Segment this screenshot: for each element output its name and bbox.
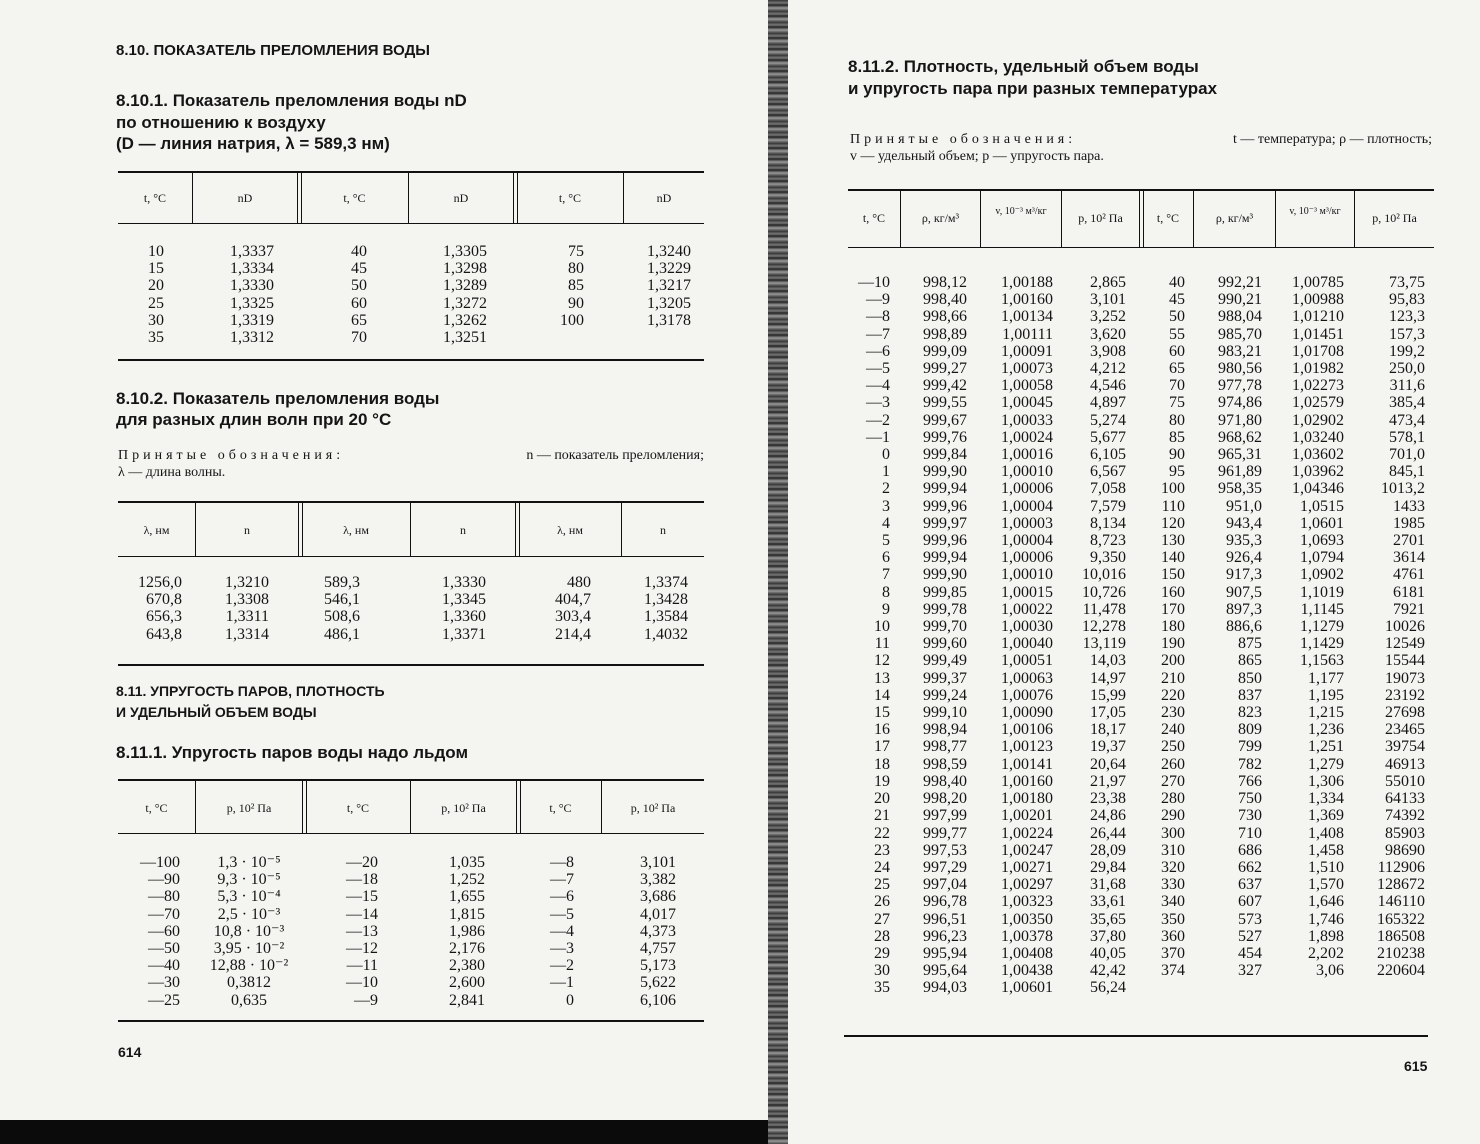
notation-line2: λ — длина волны. (118, 465, 226, 480)
column-header: p, 10² Па (630, 801, 676, 815)
data-column: 1,035 1,252 1,655 1,815 1,986 2,176 2,380 2,600 2,841 (449, 854, 485, 1009)
column-header: ρ, кг/м³ (1215, 211, 1254, 225)
notation-line1 (850, 131, 1432, 148)
notation-line2: v — удельный объем; p — упругость пара. (850, 149, 1104, 164)
data-column: 589,3 546,1 508,6 486,1 (324, 574, 360, 643)
table-8-10-1-title-line1: 8.10.1. Показатель преломления воды nD (116, 91, 467, 110)
column-divider (980, 191, 981, 247)
page-number: 615 (1404, 1058, 1428, 1074)
column-header: t, °C (1156, 211, 1180, 225)
data-column: 998,12 998,40 998,66 998,89 999,09 999,27 999,42 999,55 999,67 999,76 999,84 999,90 999,94 999,96 999,97 999,96 999,94 999,90 999,85 999,78 999,70 999,60 999,49 999,37 999,24 999,10 998,94 998,77 998,59 998,40 998,20 997,99 999,77 997,53 997,29 997,04 996,78 996,51 996,23 995,94 995,64 994,03 (923, 274, 967, 997)
notation-line1 (118, 447, 704, 464)
data-column: 1,3 · 10⁻⁵ 9,3 · 10⁻⁵ 5,3 · 10⁻⁴ 2,5 · 10⁻³ 10,8 · 10⁻³ 3,95 · 10⁻² 12,88 · 10⁻² 0,3812 0,635 (209, 854, 289, 1009)
data-column: 1,3337 1,3334 1,3330 1,3325 1,3319 1,3312 (230, 243, 274, 347)
column-divider (1275, 191, 1276, 247)
data-column: —20 —18 —15 —14 —13 —12 —11 —10 —9 (346, 854, 378, 1009)
table-8-10-2-title-line1: 8.10.2. Показатель преломления воды (116, 389, 440, 408)
column-header: p, 10² Па (441, 801, 486, 815)
data-column: 1256,0 670,8 656,3 643,8 (138, 574, 182, 643)
column-header: p, 10² Па (1372, 211, 1417, 225)
data-column: 1,3240 1,3229 1,3217 1,3205 1,3178 (647, 243, 691, 329)
data-column: 1,3330 1,3345 1,3360 1,3371 (442, 574, 486, 643)
section-heading-8-10: 8.10. ПОКАЗАТЕЛЬ ПРЕЛОМЛЕНИЯ ВОДЫ (116, 42, 430, 59)
column-header: p, 10² Па (1078, 211, 1123, 225)
column-header: nD (237, 191, 253, 205)
column-header: t, °C (143, 191, 167, 205)
data-column: 480 404,7 303,4 214,4 (555, 574, 591, 643)
table-rule (118, 501, 704, 503)
column-header: t, °C (343, 191, 366, 205)
column-header: n (660, 523, 666, 537)
column-header: n (244, 523, 250, 537)
column-header: v, 10⁻³ м³/кг (995, 206, 1047, 217)
table-rule (848, 247, 1434, 248)
table-rule (118, 779, 704, 781)
data-column: 40 45 50 60 65 70 (351, 243, 367, 347)
data-column: 1,3374 1,3428 1,3584 1,4032 (644, 574, 688, 643)
table-rule (118, 556, 704, 557)
data-column: 3,101 3,382 3,686 4,017 4,373 4,757 5,173 5,622 6,106 (640, 854, 676, 1009)
data-column: 1,00785 1,00988 1,01210 1,01451 1,01708 1,01982 1,02273 1,02579 1,02902 1,03240 1,03602 1,03962 1,04346 1,0515 1,0601 1,0693 1,0794 1,0902 1,1019 1,1145 1,1279 1,1429 1,1563 1,177 1,195 1,215 1,236 1,251 1,279 1,306 1,334 1,369 1,408 1,458 1,510 1,570 1,646 1,746 1,898 2,202 3,06 (1292, 274, 1344, 980)
notation-label: Принятые обозначения: (850, 132, 1077, 147)
data-column: —8 —7 —6 —5 —4 —3 —2 —1 0 (550, 854, 574, 1009)
data-column: —10 —9 —8 —7 —6 —5 —4 —3 —2 —1 0 1 2 3 4 5 6 7 8 9 10 11 12 13 14 15 16 17 18 19 20 21 22 23 24 25 26 27 28 29 30 35 (858, 274, 890, 997)
table-8-11-2-title-line1: 8.11.2. Плотность, удельный объем воды (848, 57, 1199, 76)
book-gutter (768, 0, 788, 1144)
data-column: 2,865 3,101 3,252 3,620 3,908 4,212 4,546 4,897 5,274 5,677 6,105 6,567 7,058 7,579 8,134 8,723 9,350 10,016 10,726 11,478 12,278 13,119 14,03 14,97 15,99 17,05 18,17 19,37 20,64 21,97 23,38 24,86 26,44 28,09 29,84 31,68 33,61 35,65 37,80 40,05 42,42 56,24 (1082, 274, 1126, 997)
right-page (788, 0, 1480, 1144)
data-column: 1,00188 1,00160 1,00134 1,00111 1,00091 1,00073 1,00058 1,00045 1,00033 1,00024 1,00016 1,00010 1,00006 1,00004 1,00003 1,00004 1,00006 1,00010 1,00015 1,00022 1,00030 1,00040 1,00051 1,00063 1,00076 1,00090 1,00106 1,00123 1,00141 1,00160 1,00180 1,00201 1,00224 1,00247 1,00271 1,00297 1,00323 1,00350 1,00378 1,00408 1,00438 1,00601 (1001, 274, 1053, 997)
column-header: t, °C (558, 191, 582, 205)
table-8-11-1-title: 8.11.1. Упругость паров воды надо льдом (116, 743, 469, 762)
table-8-10-1-title-line2: по отношению к воздуху (116, 113, 326, 132)
table-rule (118, 171, 704, 173)
data-column: 40 45 50 55 60 65 70 75 80 85 90 95 100 110 120 130 140 150 160 170 180 190 200 210 220 230 240 250 260 270 280 290 300 310 320 330 340 350 360 370 374 (1161, 274, 1185, 980)
column-header: ρ, кг/м³ (921, 211, 960, 225)
table-rule (844, 1035, 1428, 1037)
table-rule (118, 359, 704, 361)
column-header: p, 10² Па (226, 801, 272, 815)
column-header: nD (656, 191, 672, 205)
section-heading-8-11-line2: И УДЕЛЬНЫЙ ОБЪЕМ ВОДЫ (116, 704, 317, 720)
table-8-10-1-title-line3: (D — линия натрия, λ = 589,3 нм) (116, 134, 390, 153)
column-header: λ, нм (343, 523, 369, 537)
data-column: 73,75 95,83 123,3 157,3 199,2 250,0 311,6 385,4 473,4 578,1 701,0 845,1 1013,2 1433 1985 2701 3614 4761 6181 7921 10026 12549 15544 19073 23192 27698 23465 39754 46913 55010 64133 74392 85903 98690 112906 128672 146110 165322 186508 210238 220604 (1377, 274, 1425, 980)
data-column: 75 80 85 90 100 (560, 243, 584, 329)
table-8-11-2-title-line2: и упругость пара при разных температурах (848, 79, 1218, 98)
column-header: λ, нм (557, 523, 583, 537)
data-column: 1,3210 1,3308 1,3311 1,3314 (225, 574, 269, 643)
table-rule (118, 223, 704, 224)
column-header: t, °C (346, 801, 370, 815)
table-rule (118, 833, 704, 834)
data-column: 1,3305 1,3298 1,3289 1,3272 1,3262 1,3251 (443, 243, 487, 347)
column-header: v, 10⁻³ м³/кг (1289, 206, 1341, 217)
data-column: —100 —90 —80 —70 —60 —50 —40 —30 —25 (140, 854, 180, 1009)
section-heading-8-11-line1: 8.11. УПРУГОСТЬ ПАРОВ, ПЛОТНОСТЬ (116, 683, 385, 699)
table-rule (118, 1020, 704, 1022)
column-header: n (460, 523, 466, 537)
table-8-10-2-title-line2: для разных длин волн при 20 °С (116, 410, 392, 429)
column-header: t, °C (862, 211, 886, 225)
data-column: 10 15 20 25 30 35 (148, 243, 164, 347)
column-header: t, °C (549, 801, 572, 815)
notation-text: t — температура; ρ — плотность; (1232, 132, 1432, 147)
column-header: nD (453, 191, 469, 205)
notation-label: Принятые обозначения: (118, 448, 345, 463)
table-rule (118, 664, 704, 666)
data-column: 992,21 990,21 988,04 985,70 983,21 980,56 977,78 974,86 971,80 968,62 965,31 961,89 958,35 951,0 943,4 935,3 926,4 917,3 907,5 897,3 886,6 875 865 850 837 823 809 799 782 766 750 730 710 686 662 637 607 573 527 454 327 (1218, 274, 1262, 980)
notation-text: n — показатель преломления; (526, 448, 704, 463)
column-header: t, °C (145, 801, 168, 815)
page-number: 614 (118, 1044, 142, 1060)
column-header: λ, нм (143, 523, 170, 537)
